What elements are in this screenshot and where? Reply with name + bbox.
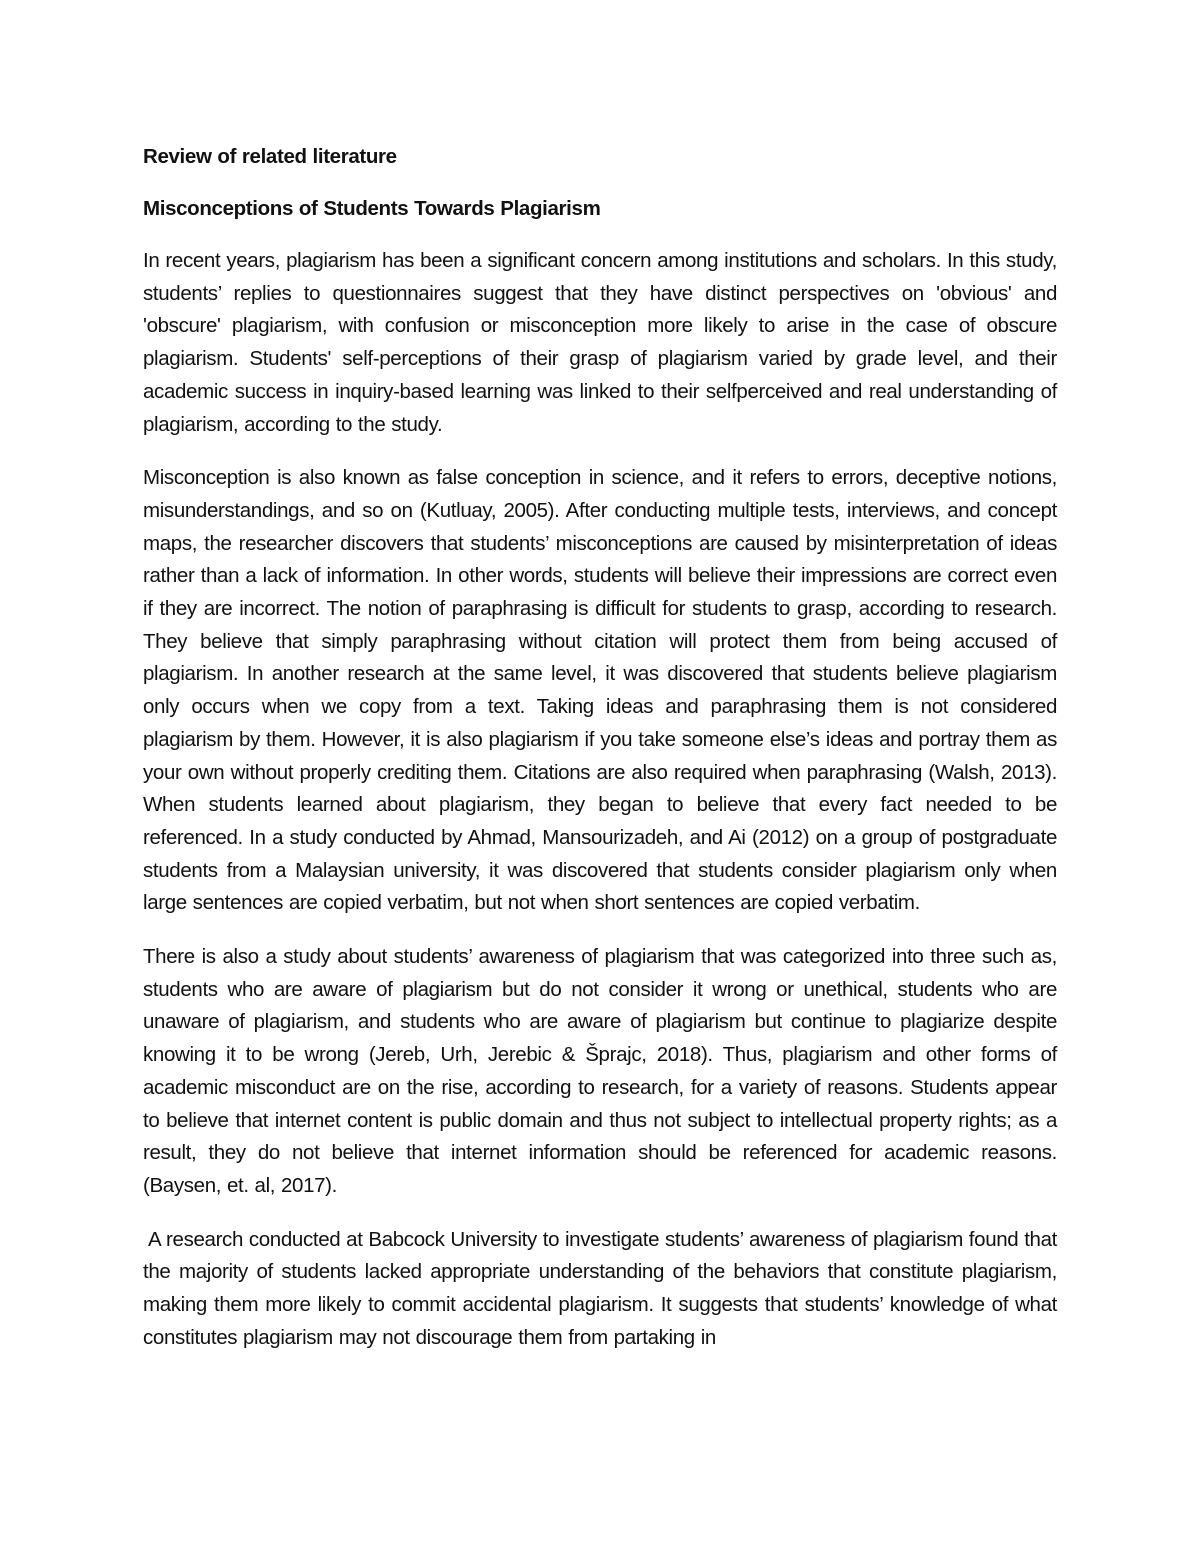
section-title: Review of related literature [143,145,397,168]
paragraph-2: Misconception is also known as false conception in science, and it refers to errors, deceptive notions, misunderstandings, and so on (Kutluay, 2005). After conducting multiple tests, interviews, and concept maps, the researcher discovers that students’ misconceptions are caused by misinterpretation of ideas rather than a lack of information. In other words, students will believe their impressions are correct even if they are incorrect. The notion of paraphrasing is difficult for students to grasp, according to research. They believe that simply paraphrasing without citation will protect them from being accused of plagiarism. In another research at the same level, it was discovered that students believe plagiarism only occurs when we copy from a text. Taking ideas and paraphrasing them is not considered plagiarism by them. However, it is also plagiarism if you take someone else’s ideas and portray them as your own without properly crediting them. Citations are also required when paraphrasing (Walsh, 2013). When students learned about plagiarism, they began to believe that every fact needed to be referenced. In a study conducted by Ahmad, Mansourizadeh, and Ai (2012) on a group of postgraduate students from a Malaysian university, it was discovered that students consider plagiarism only when large sentences are copied verbatim, but not when short sentences are copied verbatim. [143,466,1057,915]
paragraph-3: There is also a study about students’ awareness of plagiarism that was categorized into three such as, students who are aware of plagiarism but do not consider it wrong or unethical, students who are unaware of plagiarism, and students who are aware of plagiarism but continue to plagiarize despite knowing it to be wrong (Jereb, Urh, Jerebic & Šprajc, 2018). Thus, plagiarism and other forms of academic misconduct are on the rise, according to research, for a variety of reasons. Students appear to believe that internet content is public domain and thus not subject to intellectual property rights; as a result, they do not believe that internet information should be referenced for academic reasons. (Baysen, et. al, 2017). [143,945,1057,1197]
document-body [143,141,1057,1355]
paragraph-1: In recent years, plagiarism has been a significant concern among institutions and scholars. In this study, students’ replies to questionnaires suggest that they have distinct perspectives on 'obvious' and 'obscure' plagiarism, with confusion or misconception more likely to arise in the case of obscure plagiarism. Students' self-perceptions of their grasp of plagiarism varied by grade level, and their academic success in inquiry-based learning was linked to their selfperceived and real understanding of plagiarism, according to the study. [143,249,1057,436]
paragraph-4: A research conducted at Babcock University to investigate students’ awareness of plagiarism found that the majority of students lacked appropriate understanding of the behaviors that constitute plagiarism, making them more likely to commit accidental plagiarism. It suggests that students’ knowledge of what constitutes plagiarism may not discourage them from partaking in [143,1227,1057,1349]
subsection-title: Misconceptions of Students Towards Plagiarism [143,197,601,220]
